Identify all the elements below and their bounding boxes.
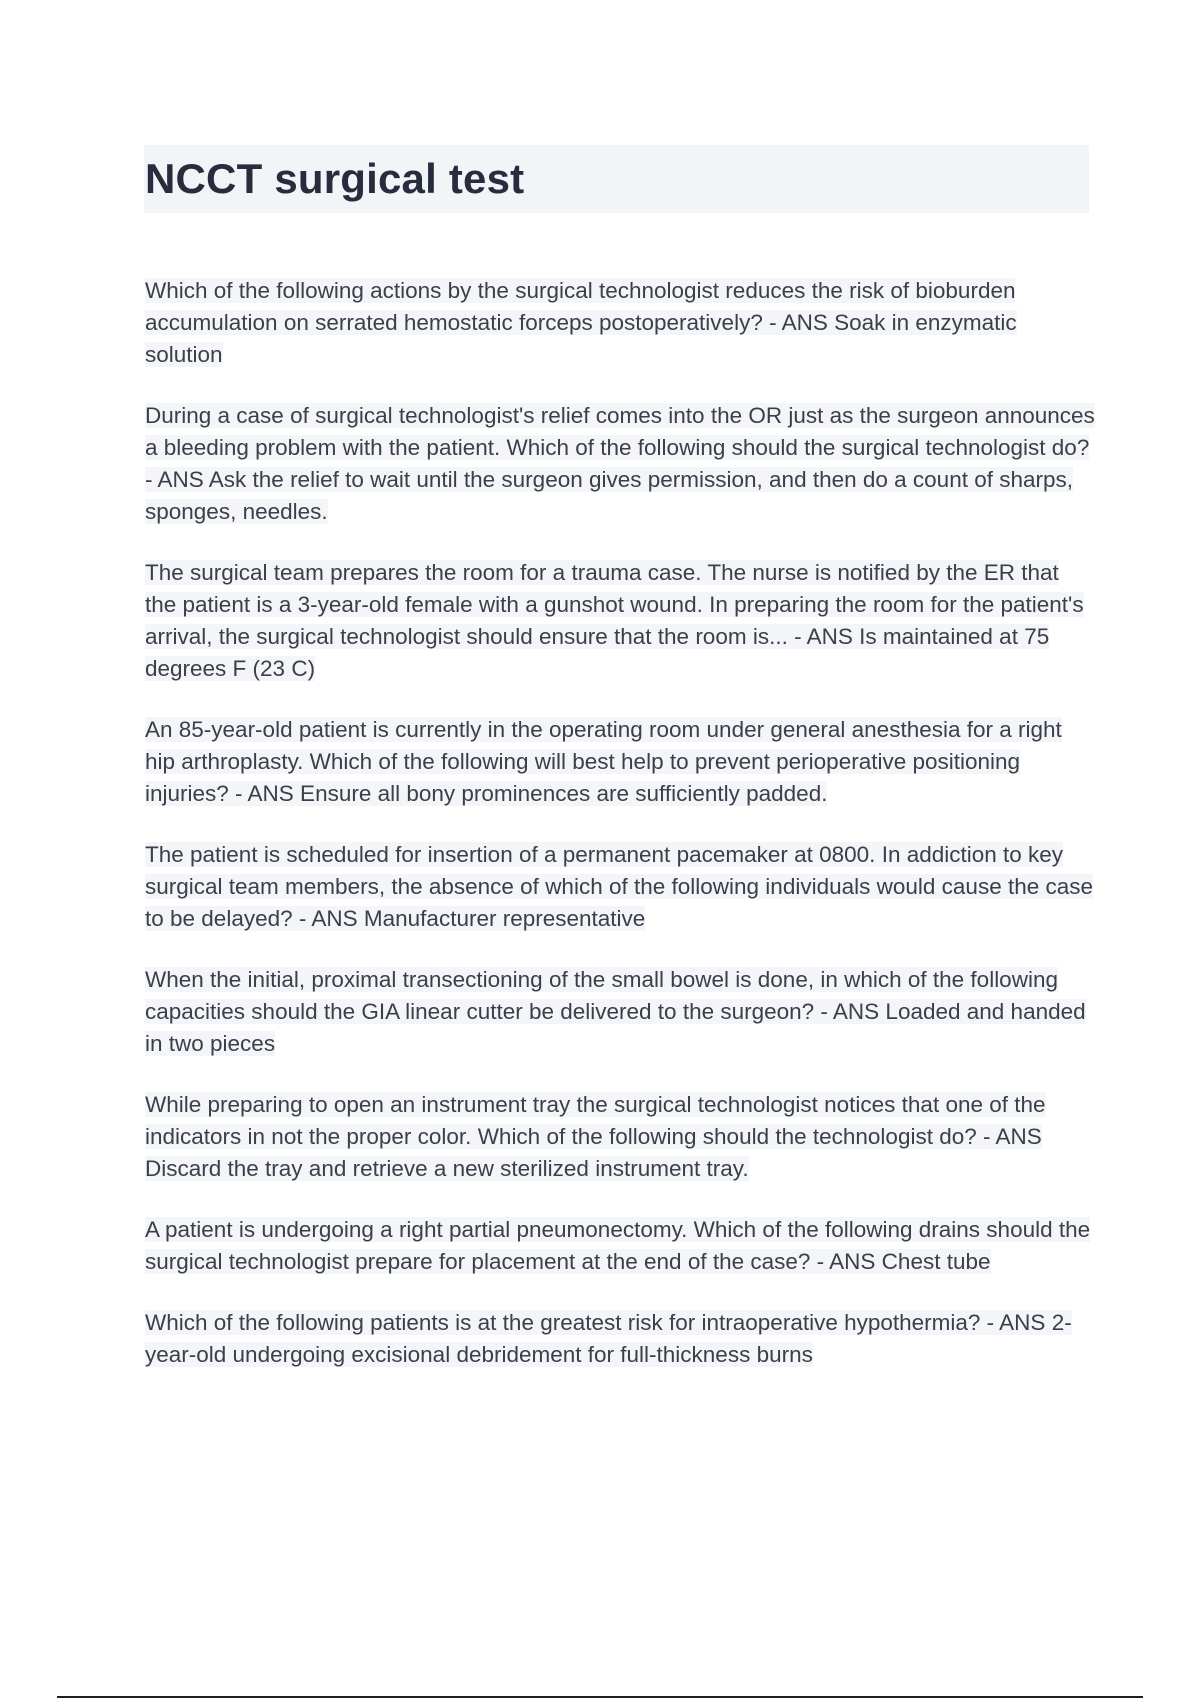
qa-item (145, 714, 1095, 810)
qa-text: During a case of surgical technologist's relief comes into the OR just as the surgeon announces a bleeding problem with the patient. Which of the following should the surgical technologist do? - ANS Ask the relief to wait until the surgeon gives permission, and then do a count of sharps, sponges, needles. (145, 403, 1095, 524)
qa-text: A patient is undergoing a right partial pneumonectomy. Which of the following drains should the surgical technologist prepare for placement at the end of the case? - ANS Chest tube (145, 1217, 1091, 1274)
footer-divider (57, 1696, 1143, 1698)
question-answer-list (145, 275, 1095, 1400)
qa-item (145, 1307, 1095, 1371)
page-title: NCCT surgical test (145, 155, 525, 202)
qa-text: Which of the following actions by the surgical technologist reduces the risk of bioburden accumulation on serrated hemostatic forceps postoperatively? - ANS Soak in enzymatic solution (145, 278, 1017, 367)
qa-item (145, 964, 1095, 1060)
qa-text: The surgical team prepares the room for a trauma case. The nurse is notified by the ER that the patient is a 3-year-old female with a gunshot wound. In preparing the room for the patient's arrival, the surgical technologist should ensure that the room is... - ANS Is maintained at 75 degrees F (23 C) (145, 560, 1084, 681)
qa-text: When the initial, proximal transectioning of the small bowel is done, in which of the following capacities should the GIA linear cutter be delivered to the surgeon? - ANS Loaded and handed in two pieces (145, 967, 1086, 1056)
title-banner (144, 145, 1089, 213)
qa-text: While preparing to open an instrument tray the surgical technologist notices that one of the indicators in not the proper color. Which of the following should the technologist do? - ANS Discard the tray and retrieve a new sterilized instrument tray. (145, 1092, 1046, 1181)
qa-text: An 85-year-old patient is currently in the operating room under general anesthesia for a right hip arthroplasty. Which of the following will best help to prevent perioperative positioning injuries? - ANS Ensure all bony prominences are sufficiently padded. (145, 717, 1062, 806)
qa-item (145, 1214, 1095, 1278)
qa-item (145, 1089, 1095, 1185)
qa-item (145, 400, 1095, 528)
qa-item (145, 839, 1095, 935)
qa-text: Which of the following patients is at the greatest risk for intraoperative hypothermia? - ANS 2-year-old undergoing excisional debridement for full-thickness burns (145, 1310, 1072, 1367)
qa-text: The patient is scheduled for insertion of a permanent pacemaker at 0800. In addiction to key surgical team members, the absence of which of the following individuals would cause the case to be delayed? - ANS Manufacturer representative (145, 842, 1094, 931)
qa-item (145, 275, 1095, 371)
qa-item (145, 557, 1095, 685)
